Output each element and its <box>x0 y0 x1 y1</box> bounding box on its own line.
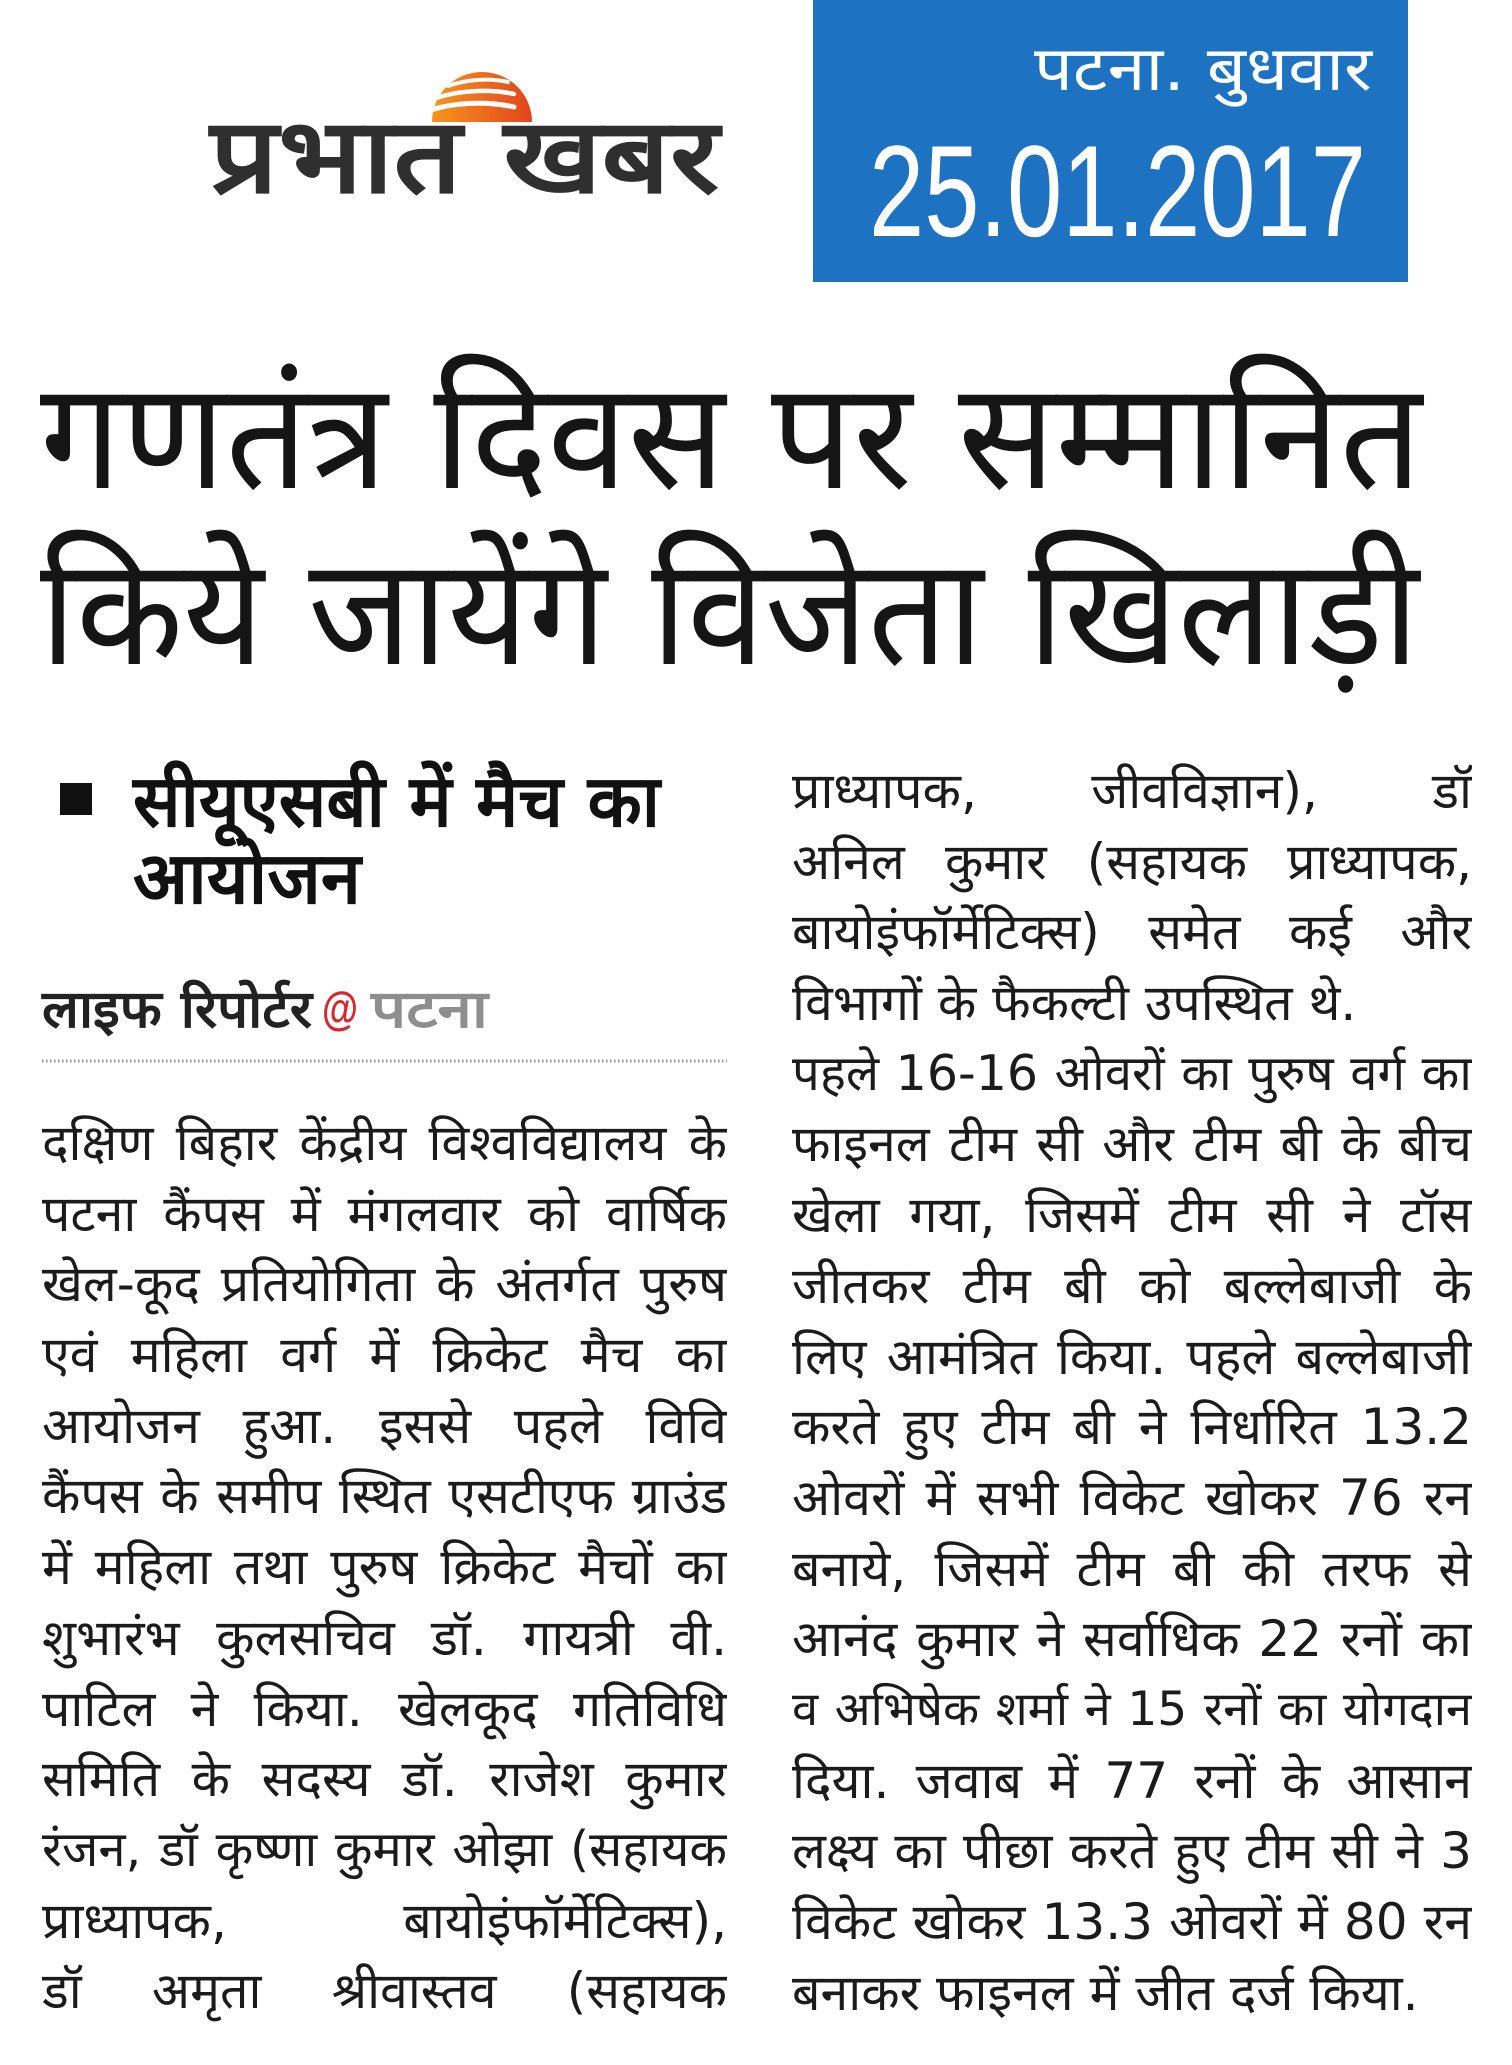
body-line: करते हुए टीम बी ने निर्धारित 13.2 <box>792 1398 1472 1457</box>
subheading <box>60 759 672 920</box>
byline-reporter: लाइफ रिपोर्टर <box>42 980 300 1040</box>
body-line: रंजन, डॉ कृष्णा कुमार ओझा (सहायक <box>42 1820 727 1878</box>
body-line: बायोइंफॉर्मेटिक्स) समेत कई और <box>792 903 1472 962</box>
body-line: शुभारंभ कुलसचिव डॉ. गायत्री वी. <box>42 1608 727 1667</box>
body-line: कैंपस के समीप स्थित एसटीएफ ग्राउंड <box>42 1467 727 1526</box>
body-line: प्राध्यापक, जीवविज्ञान), डॉ <box>792 762 1472 820</box>
body-line: विकेट खोकर 13.3 ओवरों में 80 रन <box>792 1893 1472 1951</box>
headline <box>40 350 1424 700</box>
body-line: लिए आमंत्रित किया. पहले बल्लेबाजी <box>792 1327 1472 1386</box>
byline <box>41 979 491 1040</box>
body-line: खेल-कूद प्रतियोगिता के अंतर्गत पुरुष <box>42 1255 727 1314</box>
headline-line: किये जायेंगे विजेता खिलाड़ी <box>40 526 1421 700</box>
body-column-right <box>792 756 1472 2028</box>
body-line: अनिल कुमार (सहायक प्राध्यापक, <box>792 832 1472 891</box>
body-line: डॉ अमृता श्रीवास्तव (सहायक <box>42 1962 727 2021</box>
body-column-left <box>42 1108 727 2027</box>
body-line: विभागों के फैकल्टी उपस्थित थे. <box>792 974 1357 1033</box>
date-box-city-day: पटना. बुधवार <box>1034 32 1340 105</box>
body-line: दिया. जवाब में 77 रनों के आसान <box>792 1751 1472 1810</box>
body-line: फाइनल टीम सी और टीम बी के बीच <box>792 1115 1472 1174</box>
byline-city: पटना <box>369 980 492 1040</box>
body-line: बनाकर फाइनल में जीत दर्ज किया. <box>792 1963 1419 2022</box>
body-line: पटना कैंपस में मंगलवार को वार्षिक <box>42 1184 727 1243</box>
body-line: खेला गया, जिसमें टीम सी ने टॉस <box>792 1186 1472 1245</box>
body-line: आयोजन हुआ. इससे पहले विवि <box>42 1396 727 1455</box>
body-line: पहले 16-16 ओवरों का पुरुष वर्ग का <box>792 1044 1472 1102</box>
square-bullet-icon <box>60 783 92 815</box>
body-line: में महिला तथा पुरुष क्रिकेट मैचों का <box>42 1538 727 1597</box>
body-line: लक्ष्य का पीछा करते हुए टीम सी ने 3 <box>792 1822 1472 1881</box>
body-line: जीतकर टीम बी को बल्लेबाजी के <box>792 1256 1472 1315</box>
body-line: बनाये, जिसमें टीम बी की तरफ से <box>792 1539 1472 1598</box>
logo-text: प्रभात खबर <box>207 95 723 217</box>
subheading-line: सीयूएसबी में मैच का <box>133 759 672 843</box>
byline-at: @ <box>322 982 358 1034</box>
date-box <box>813 0 1408 282</box>
body-line: व अभिषेक शर्मा ने 15 रनों का योगदान <box>792 1681 1472 1737</box>
body-line: ओवरों में सभी विकेट खोकर 76 रन <box>792 1468 1472 1527</box>
body-line: दक्षिण बिहार केंद्रीय विश्वविद्यालय के <box>42 1114 727 1172</box>
body-line: समिति के सदस्य डॉ. राजेश कुमार <box>42 1750 727 1809</box>
subheading-line: आयोजन <box>133 836 365 920</box>
date-box-date: 25.01.2017 <box>869 118 1366 264</box>
headline-line: गणतंत्र दिवस पर सम्मानित <box>40 350 1425 524</box>
body-line: आनंद कुमार ने सर्वाधिक 22 रनों का <box>792 1610 1472 1669</box>
body-line: पाटिल ने किया. खेलकूद गतिविधि <box>42 1679 727 1738</box>
body-line: प्राध्यापक, बायोइंफॉर्मेटिक्स), <box>42 1891 727 1950</box>
masthead-logo <box>208 72 723 217</box>
body-line: एवं महिला वर्ग में क्रिकेट मैच का <box>42 1326 727 1385</box>
